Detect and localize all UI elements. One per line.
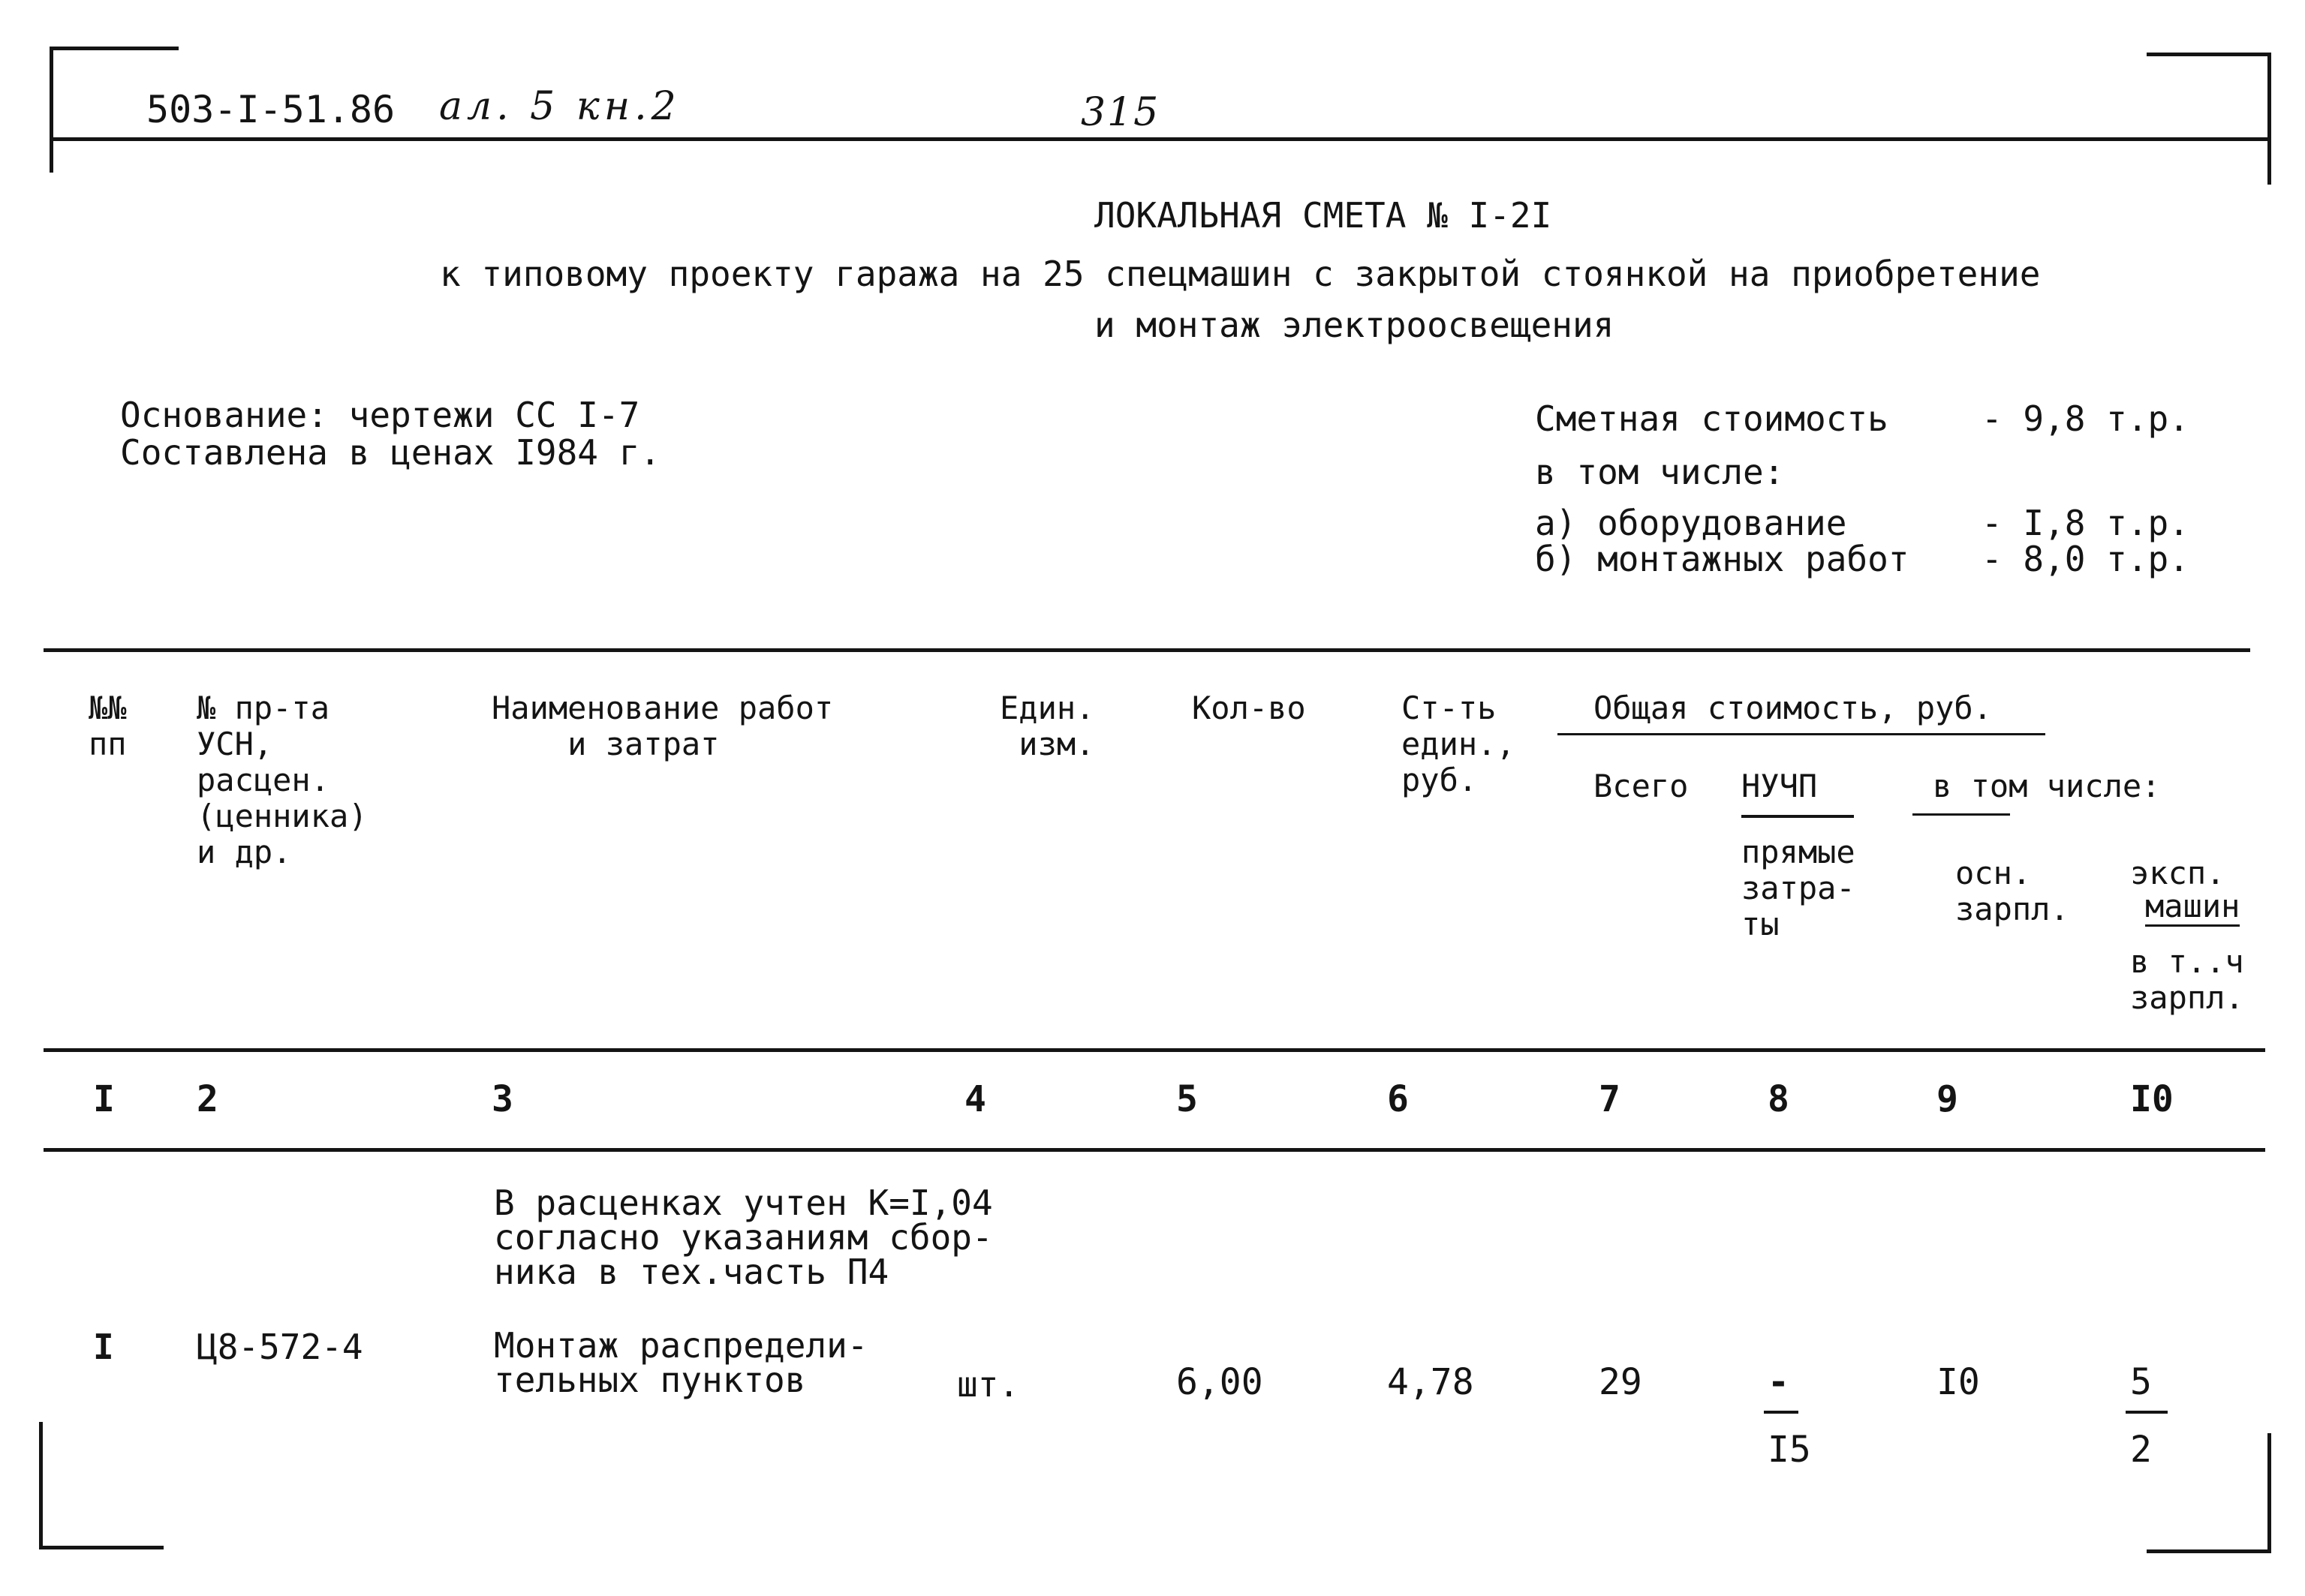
estimated-cost-value: - 9,8 т.р. [1982,398,2189,439]
header-col-machines-top: эксп. [2130,855,2225,891]
row-quantity: 6,00 [1176,1361,1263,1403]
including-underline [1912,813,2010,816]
header-col-quantity: Кол-во [1192,690,1306,726]
column-number-9: 9 [1936,1078,1958,1120]
header-col-work-name: Наименование работ и затрат [492,690,834,762]
equipment-value: - I,8 т.р. [1982,503,2189,543]
frame-bottom-right-vertical [2267,1433,2271,1553]
header-bottom-rule [44,1048,2265,1052]
table-top-rule [44,648,2250,652]
row-direct-costs-top: - [1768,1361,1789,1403]
row-base-salary: I0 [1936,1361,1980,1403]
estimate-subtitle-line2: и монтаж электроосвещения [1094,305,1614,345]
frame-bottom-left-vertical [39,1422,43,1549]
column-number-4: 4 [964,1078,986,1120]
row-work-name: Монтаж распредели- тельных пунктов [494,1325,868,1400]
column-number-2: 2 [197,1078,218,1120]
column-number-5: 5 [1176,1078,1198,1120]
header-col-machines: машин [2145,888,2240,927]
equipment-label: а) оборудование [1535,503,1847,543]
column-numbers-rule [44,1148,2265,1152]
estimate-subtitle-line1: к типовому проекту гаража на 25 спецмашин с закрытой стоянкой на приобретение [440,254,2041,294]
frame-top-left-vertical [50,47,53,173]
column-number-10: I0 [2130,1078,2174,1120]
frame-top-left-horizontal [50,47,179,50]
column-number-6: 6 [1387,1078,1409,1120]
row-number: I [93,1327,114,1367]
header-col-unit: Един. изм. [1000,690,1095,762]
frame-top-right-horizontal [2147,53,2271,56]
header-col-row-number: №№ пп [89,690,127,762]
column-number-8: 8 [1768,1078,1789,1120]
installation-value: - 8,0 т.р. [1982,539,2189,579]
overhead-divider [1741,815,1854,818]
column-number-7: 7 [1599,1078,1620,1120]
row-machines: 5 [2130,1361,2152,1403]
header-rule [50,137,2271,141]
row-total: 29 [1599,1361,1642,1403]
header-col-unit-cost: Ст-ть един., руб. [1401,690,1515,798]
basis-drawings: Основание: чертежи СС I-7 [120,395,640,435]
page-number: 315 [1081,90,1160,135]
coefficient-note: В расценках учтен К=I,04 согласно указаниям сбор- ника в тех.часть П4 [494,1183,993,1292]
row-price-code: Ц8-572-4 [197,1327,363,1367]
document-code: 503-I-51.86 [146,88,396,131]
estimated-cost-label: Сметная стоимость [1535,398,1888,439]
frame-bottom-right-horizontal [2147,1549,2271,1553]
header-col-base-salary: осн. зарпл. [1955,855,2069,927]
row-unit: шт. [957,1364,1020,1405]
header-col-price-code: № пр-та УСН, расцен. (ценника) и др. [197,690,368,870]
installation-label: б) монтажных работ [1535,539,1909,579]
header-col-machines-salary: в т..ч зарпл. [2130,943,2244,1016]
header-including: в том числе: [1933,768,2161,804]
frame-top-right-vertical [2267,53,2271,185]
header-col-overhead: НУЧП [1741,768,1818,804]
row-machines-salary: 2 [2130,1429,2152,1471]
row-unit-cost: 4,78 [1387,1361,1474,1403]
row-direct-costs-divider [1764,1411,1798,1414]
estimate-title: ЛОКАЛЬНАЯ СМЕТА № I-2I [1094,195,1552,236]
total-cost-underline [1557,733,2045,735]
header-total-cost: Общая стоимость, руб. [1593,690,1993,726]
row-machines-divider [2126,1411,2168,1414]
column-number-1: I [93,1078,115,1120]
header-col-direct-costs: прямые затра- ты [1741,834,1855,942]
frame-bottom-left-horizontal [39,1546,164,1549]
including-label: в том числе: [1535,452,1785,492]
handwritten-album-note: ал. 5 кн.2 [439,84,681,129]
row-direct-costs-bottom: I5 [1768,1429,1811,1471]
column-number-3: 3 [492,1078,513,1120]
header-col-total: Всего [1593,768,1689,804]
basis-prices-year: Составлена в ценах I984 г. [120,432,661,473]
